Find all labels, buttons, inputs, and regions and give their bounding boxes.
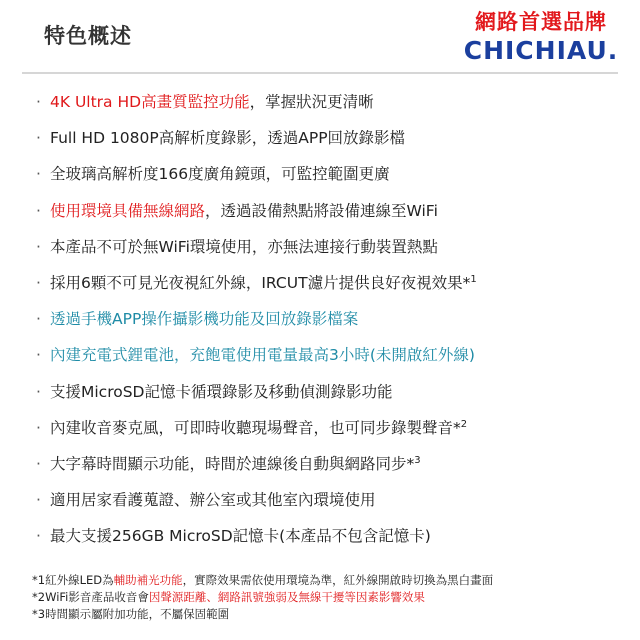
feature-list: [36, 84, 620, 554]
feature-item: [36, 482, 620, 518]
bullet: ·: [36, 382, 41, 401]
footnote-text: 紅外線LED為: [45, 573, 114, 587]
bullet: ·: [36, 527, 41, 546]
feature-text: 大字幕時間顯示功能，時間於連線後自動與網路同步*: [50, 454, 415, 473]
footnote-marker: *3: [32, 607, 46, 621]
feature-item: [36, 120, 620, 156]
bullet: ·: [36, 201, 41, 220]
feature-text: 支援MicroSD記憶卡循環錄影及移動偵測錄影功能: [50, 382, 393, 401]
feature-item: [36, 193, 620, 229]
page-title: 特色概述: [44, 24, 132, 48]
feature-text: 全玻璃高解析度166度廣角鏡頭，可監控範圍更廣: [50, 165, 390, 184]
footnote-ref: 3: [414, 454, 421, 466]
feature-item: [36, 84, 620, 120]
footnote: [32, 572, 630, 589]
bullet: ·: [36, 346, 41, 365]
bullet: ·: [36, 93, 41, 111]
footnote-text: 輔助補光功能: [113, 573, 183, 587]
footnote: [32, 589, 630, 606]
feature-text: 4K Ultra HD高畫質監控功能: [50, 93, 250, 111]
footnote-text: ，實際效果需依使用環境為準，紅外線開啟時切換為黑白畫面: [182, 573, 494, 587]
feature-item: [36, 301, 620, 337]
feature-item: [36, 446, 620, 482]
footnote-marker: *1: [32, 573, 46, 587]
feature-text: 本產品不可於無WiFi環境使用，亦無法連接行動裝置熱點: [50, 237, 438, 256]
header-divider: [22, 72, 618, 74]
feature-text: 使用環境具備無線網路: [50, 201, 206, 220]
footnote-marker: *2: [32, 590, 46, 604]
feature-text: 內建充電式鋰電池，充飽電使用電量最高3小時(未開啟紅外線): [50, 346, 475, 365]
feature-text: 透過手機APP操作攝影機功能及回放錄影檔案: [50, 310, 359, 329]
feature-item: [36, 229, 620, 265]
footnote: [32, 606, 630, 623]
feature-item: [36, 337, 620, 373]
bullet: ·: [36, 491, 41, 510]
feature-text: ，掌握狀況更清晰: [249, 93, 374, 111]
footnote-ref: 2: [460, 418, 468, 430]
brand-tagline: 網路首選品牌: [475, 10, 607, 34]
feature-text: Full HD 1080P高解析度錄影，透過APP回放錄影檔: [50, 129, 406, 148]
brand-logo: [456, 8, 626, 66]
bullet: ·: [36, 310, 41, 329]
feature-item: [36, 265, 620, 301]
feature-text: 內建收音麥克風，可即時收聽現場聲音，也可同步錄製聲音*: [50, 418, 461, 437]
bullet: ·: [36, 418, 41, 437]
footnotes: [32, 572, 630, 623]
bullet: ·: [36, 129, 41, 148]
feature-text: 適用居家看護蒐證、辦公室或其他室內環境使用: [50, 491, 376, 510]
footnote-text: 因聲源距離、網路訊號強弱及無線干擾等因素影響效果: [148, 590, 425, 604]
bullet: ·: [36, 273, 41, 292]
feature-item: [36, 410, 620, 446]
feature-item: [36, 156, 620, 192]
bullet: ·: [36, 165, 41, 184]
bullet: ·: [36, 237, 41, 256]
bullet: ·: [36, 454, 41, 473]
footnote-text: 時間顯示屬附加功能，不屬保固範圍: [45, 607, 230, 621]
feature-item: [36, 374, 620, 410]
feature-text: 採用6顆不可見光夜視紅外線，IRCUT濾片提供良好夜視效果*: [50, 273, 471, 292]
footnote-ref: 1: [470, 273, 477, 285]
footnote-text: WiFi影音產品收音會: [45, 590, 149, 604]
feature-item: [36, 518, 620, 554]
brand-name: CHICHIAU.: [463, 36, 619, 65]
feature-text: 最大支援256GB MicroSD記憶卡(本產品不包含記憶卡): [50, 527, 431, 546]
feature-text: ，透過設備熱點將設備連線至WiFi: [205, 201, 438, 220]
